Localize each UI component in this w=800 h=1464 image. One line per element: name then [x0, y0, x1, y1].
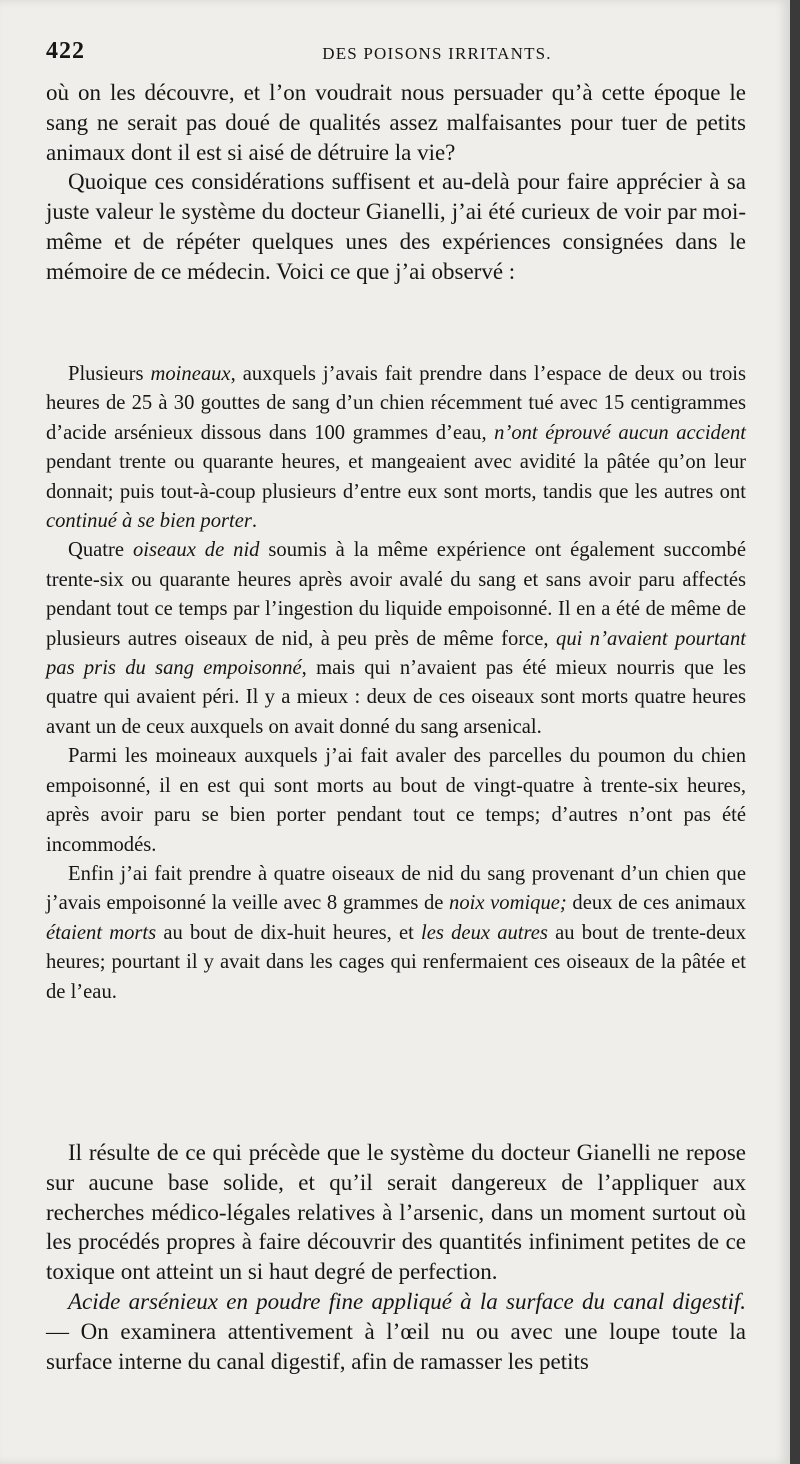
text-run: deux de ces animaux: [566, 892, 746, 915]
text-run: Quatre: [68, 539, 133, 562]
text-run: , auxquels j’avais fait prendre dans l’espace de deux ou trois heures de 25 à 30 gouttes de sang d’un chien récemment tué avec 15 centigrammes d’acide arsénieux dissous dans 100 grammes d’eau,: [46, 363, 746, 444]
conclusion-paragraph: Il résulte de ce qui précède que le système du docteur Gianelli ne repose sur aucune base solide, et qu’il serait dangereux de l’appliquer aux recherches médico-légales relatives à l’arsenic, dans un moment surtout où les procédés propres à faire découvrir des quantités infiniment petites de ce toxique ont atteint un si haut degré de perfection.: [46, 1140, 746, 1285]
experiments-section: [46, 360, 746, 1007]
italic-run: qui n’avaient pourtant pas pris du sang empoisonné: [46, 627, 747, 680]
text-run: soumis à la même expérience ont également succombé trente-six ou quarante heures après avoir avalé du sang et sans avoir paru affectés pendant tout ce temps par l’ingestion du liquide empoisonné. Il en a été de même de plusieurs autres oiseaux de nid, à peu près de même force,: [46, 539, 746, 650]
page-edge-shadow: [790, 0, 800, 1464]
text-run: pendant trente ou quarante heures, et mangeaient avec avidité la pâtée qu’on leur donnait; puis tout-à-coup plusieurs d’entre eux sont morts, tandis que les autres ont: [46, 451, 746, 503]
italic-run: n’ont éprouvé aucun accident: [494, 421, 747, 444]
intro-paragraph-1: où on les découvre, et l’on voudrait nous persuader qu’à cette époque le sang ne serait pas doué de qualités assez malfaisantes pour tuer de petits animaux dont il est si aisé de détruire la vie?: [46, 80, 746, 165]
running-head: [46, 38, 748, 74]
text-run: Enfin j’ai fait prendre à quatre oiseaux de nid du sang provenant d’un chien que j’avais empoisonné la veille avec 8 grammes de: [46, 862, 746, 915]
text-run: .: [251, 510, 258, 533]
italic-run: les deux autres: [421, 921, 548, 944]
running-title: DES POISONS IRRITANTS.: [322, 44, 552, 63]
experiment-paragraph-4: [46, 860, 746, 1007]
experiment-paragraph-1: [46, 360, 746, 536]
page-number: 422: [46, 38, 85, 64]
italic-run: moineaux: [150, 363, 231, 385]
experiment-paragraph-3: Parmi les moineaux auxquels j’ai fait avaler des parcelles du poumon du chien empoisonné, il en est qui sont morts au bout de vingt-quatre à trente-six heures, après avoir paru se bien porter pendant tout ce temps; d’autres n’ont pas été incommodés.: [46, 745, 746, 856]
experiment-paragraph-2: [46, 536, 746, 742]
italic-run: étaient morts: [46, 921, 157, 944]
conclusion-section: [46, 1138, 746, 1376]
intro-section: [46, 78, 746, 287]
intro-paragraph-2: Quoique ces considérations suffisent et au-delà pour faire apprécier à sa juste valeur le système du docteur Gianelli, j’ai été curieux de voir par moi-même et de répéter quelques unes des expériences consignées dans le mémoire de ce médecin. Voici ce que j’ai observé :: [46, 169, 746, 284]
section-heading: Acide arsénieux en poudre fine appliqué à la surface du canal digestif.: [68, 1288, 746, 1314]
text-run: au bout de dix-huit heures, et: [156, 921, 422, 944]
italic-run: noix vomique;: [449, 892, 567, 915]
text-run: au bout de trente-deux heures; pourtant il y avait dans les cages qui renfermaient ces oiseaux de la pâtée et de l’eau.: [46, 921, 746, 1003]
text-run: — On examinera attentivement à l’œil nu ou avec une loupe toute la surface interne du canal digestif, afin de ramasser les petits: [46, 1318, 746, 1374]
section-paragraph: [46, 1287, 746, 1376]
text-run: Plusieurs: [68, 363, 151, 385]
italic-run: continué à se bien porter: [46, 510, 252, 533]
text-run: , mais qui n’avaient pas été mieux nourris que les quatre qui avaient péri. Il y a mieux : deux de ces oiseaux sont morts quatre heures avant un de ceux auxquels on avait donné du sang arsenical.: [46, 657, 746, 738]
italic-run: oiseaux de nid: [132, 539, 260, 562]
